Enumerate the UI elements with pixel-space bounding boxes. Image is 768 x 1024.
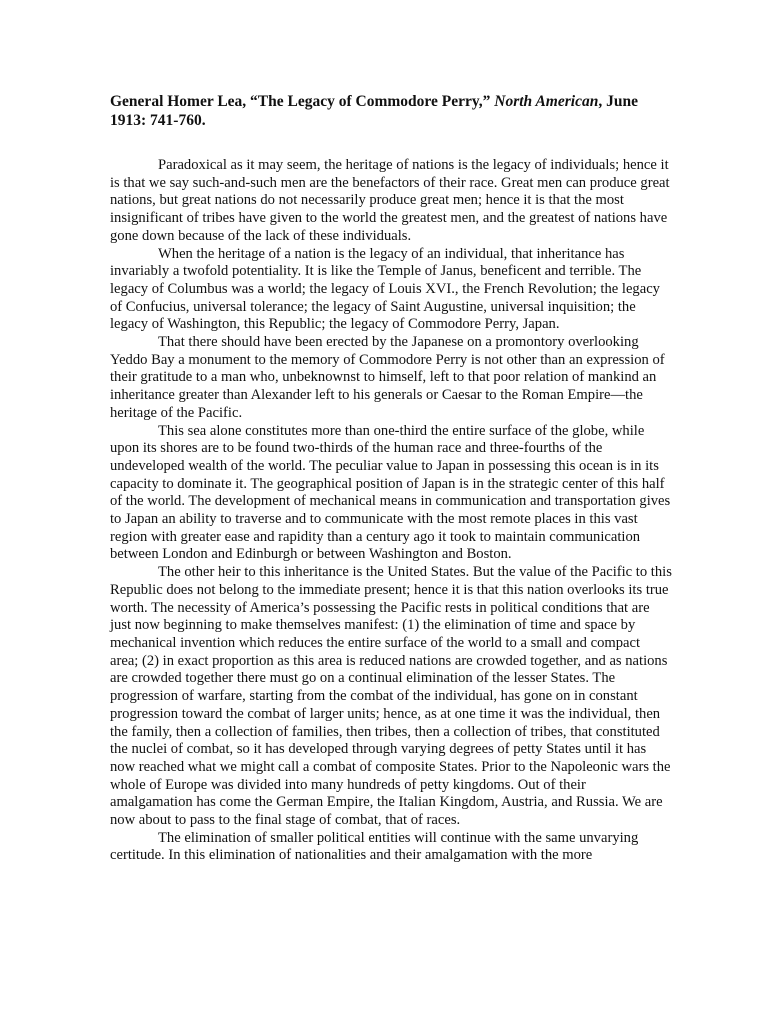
paragraph-3: That there should have been erected by the Japanese on a promontory overlooking Yeddo Bay a monument to the memory of Commodore Perry is not other than an expression of their gratitude to a man who, unbeknownst to himself, left to that poor relation of mankind an inheritance greater than Alexander left to his generals or Caesar to the Roman Empire—the heritage of the Pacific. (110, 334, 665, 421)
paragraph-6: The elimination of smaller political entities will continue with the same unvarying certitude. In this elimination of nationalities and their amalgamation with the more (110, 829, 639, 864)
paragraph-4: This sea alone constitutes more than one-third the entire surface of the globe, while upon its shores are to be found two-thirds of the human race and three-fourths of the undeveloped wealth of the world. The peculiar value to Japan in possessing this ocean is in its capacity to dominate it. The geographical position of Japan is in the strategic center of this half of the world. The development of mechanical means in communication and transportation gives to Japan an ability to traverse and to communicate with the most remote places in this vast region with greater ease and rapidity than a century ago it took to maintain communication between London and Edinburgh or between Washington and Boston. (110, 422, 671, 563)
paragraph-2: When the heritage of a nation is the legacy of an individual, that inheritance has invariably a twofold potentiality. It is like the Temple of Janus, beneficent and terrible. The legacy of Columbus was a world; the legacy of Louis XVI., the French Revolution; the legacy of Confucius, universal tolerance; the legacy of Saint Augustine, universal inquisition; the legacy of Washington, this Republic; the legacy of Commodore Perry, Japan. (110, 245, 660, 333)
journal-name: North American (494, 93, 599, 110)
paragraph-1: Paradoxical as it may seem, the heritage of nations is the legacy of individuals; hence it is that we say such-and-such men are the benefactors of their race. Great men can produce great nations, but great nations do not necessarily produce great men; hence it is that the most insignificant of tribes have given to the world the greatest men, and the greatest of nations have gone down because of the lack of these individuals. (110, 157, 670, 244)
paragraph-5: The other heir to this inheritance is the United States. But the value of the Pacific to this Republic does not belong to the immediate present; hence it is that this nation overlooks its true worth. The necessity of America’s possessing the Pacific rests in political conditions that are just now beginning to make themselves manifest: (1) the elimination of time and space by mechanical invention which reduces the entire surface of the world to a small and compact area; (2) in exact proportion as this area is reduced nations are crowded together, and as nations are crowded together there must go on a continual elimination of the lesser States. The progression of warfare, starting from the combat of the individual, has gone on in constant progression toward the combat of larger units; hence, as at one time it was the individual, then the family, then a collection of families, then tribes, then a collection of tribes, that constituted the nuclei of combat, so it has developed through varying degrees of petty States until it has now reached what we might call a combat of composite States. Prior to the Napoleonic wars the whole of Europe was divided into many hundreds of petty kingdoms. Out of their amalgamation has come the German Empire, the Italian Kingdom, Austria, and Russia. We are now about to pass to the final stage of combat, that of races. (110, 564, 672, 829)
document-title (110, 92, 672, 130)
title-suffix: , June 1913: 741-760. (110, 93, 638, 129)
title-prefix: General Homer Lea, “The Legacy of Commodore Perry,” (110, 93, 495, 110)
document-body (110, 157, 672, 865)
